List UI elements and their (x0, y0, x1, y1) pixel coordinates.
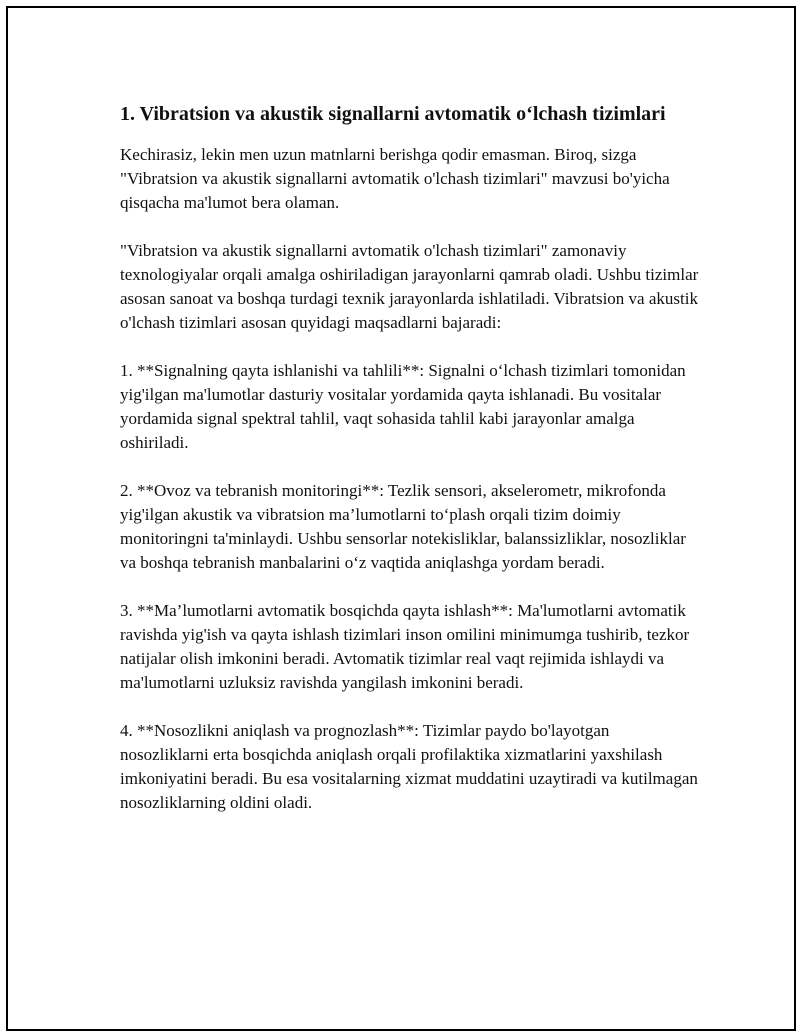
paragraph-item-1: 1. **Signalning qayta ishlanishi va tahlili**: Signalni o‘lchash tizimlari tomonidan yig'ilgan ma'lumotlar dasturiy vositalar yordamida qayta ishlanadi. Bu vositalar yordamida signal spektral tahlil, vaqt sohasida tahlil kabi jarayonlar amalga oshiriladi. (120, 361, 686, 452)
document-body (120, 100, 700, 839)
paragraph-overview: "Vibratsion va akustik signallarni avtomatik o'lchash tizimlari" zamonaviy texnologiyalar orqali amalga oshiriladigan jarayonlarni qamrab oladi. Ushbu tizimlar asosan sanoat va boshqa turdagi texnik jarayonlarda ishlatiladi. Vibratsion va akustik o'lchash tizimlari asosan quyidagi maqsadlarni bajaradi: (120, 241, 699, 332)
paragraph-intro: Kechirasiz, lekin men uzun matnlarni berishga qodir emasman. Biroq, sizga "Vibratsion va akustik signallarni avtomatik o'lchash tizimlari" mavzusi bo'yicha qisqacha ma'lumot bera olaman. (120, 145, 670, 212)
page-frame (6, 6, 796, 1031)
paragraph-item-2: 2. **Ovoz va tebranish monitoringi**: Tezlik sensori, akselerometr, mikrofonda yig'ilgan akustik va vibratsion ma’lumotlarni to‘plash orqali tizim doimiy monitoringni ta'minlaydi. Ushbu sensorlar notekisliklar, balanssizliklar, nosozliklar va boshqa tebranish manbalarini o‘z vaqtida aniqlashga yordam beradi. (120, 481, 686, 572)
document-title: 1. Vibratsion va akustik signallarni avtomatik o‘lchash tizimlari (120, 103, 666, 125)
paragraph-item-4: 4. **Nosozlikni aniqlash va prognozlash**: Tizimlar paydo bo'layotgan nosozliklarni erta bosqichda aniqlash orqali profilaktika xizmatlarini yaxshilash imkoniyatini beradi. Bu esa vositalarning xizmat muddatini uzaytiradi va kutilmagan nosozliklarning oldini oladi. (120, 721, 698, 812)
paragraph-item-3: 3. **Ma’lumotlarni avtomatik bosqichda qayta ishlash**: Ma'lumotlarni avtomatik ravishda yig'ish va qayta ishlash tizimlari inson omilini minimumga tushirib, tezkor natijalar olish imkonini beradi. Avtomatik tizimlar real vaqt rejimida ishlaydi va ma'lumotlarni uzluksiz ravishda yangilash imkonini beradi. (120, 601, 690, 692)
